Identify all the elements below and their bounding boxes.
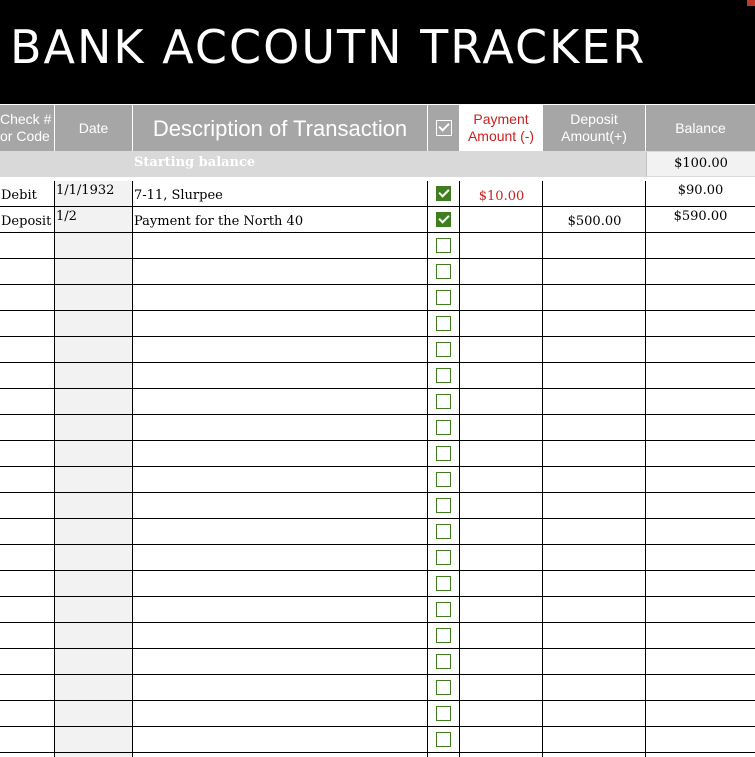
cleared-checkbox[interactable] bbox=[436, 628, 451, 643]
empty-row[interactable] bbox=[0, 571, 755, 597]
empty-row[interactable] bbox=[0, 519, 755, 545]
header-date: Date bbox=[55, 105, 133, 151]
header-balance: Balance bbox=[675, 119, 726, 136]
code-cell[interactable]: Debit bbox=[1, 188, 37, 203]
title-bar bbox=[0, 0, 755, 104]
header-description: Description of Transaction bbox=[133, 105, 428, 151]
transaction-row[interactable] bbox=[0, 181, 755, 207]
cleared-checkbox[interactable] bbox=[436, 732, 451, 747]
header-cleared bbox=[428, 105, 460, 151]
empty-row[interactable] bbox=[0, 727, 755, 753]
date-cell[interactable]: 1/2 bbox=[56, 209, 77, 224]
transaction-grid bbox=[0, 181, 755, 757]
cleared-checkbox[interactable] bbox=[436, 498, 451, 513]
table-header bbox=[0, 105, 755, 151]
corner-mark bbox=[747, 0, 755, 6]
balance-cell[interactable]: $590.00 bbox=[673, 209, 728, 224]
cleared-checkbox[interactable] bbox=[436, 524, 451, 539]
cleared-checkbox[interactable] bbox=[436, 550, 451, 565]
empty-row[interactable] bbox=[0, 285, 755, 311]
cleared-checkbox[interactable] bbox=[436, 706, 451, 721]
cleared-checkbox[interactable] bbox=[436, 602, 451, 617]
empty-row[interactable] bbox=[0, 415, 755, 441]
empty-row[interactable] bbox=[0, 649, 755, 675]
column-divider bbox=[54, 181, 55, 757]
description-cell[interactable]: 7-11, Slurpee bbox=[134, 188, 223, 203]
cleared-checkbox[interactable] bbox=[436, 264, 451, 279]
column-divider bbox=[427, 181, 428, 757]
empty-row[interactable] bbox=[0, 233, 755, 259]
cleared-checkbox[interactable] bbox=[436, 238, 451, 253]
empty-row[interactable] bbox=[0, 311, 755, 337]
cleared-checkbox[interactable] bbox=[436, 186, 451, 201]
deposit-cell[interactable]: $500.00 bbox=[567, 214, 622, 229]
code-cell[interactable]: Deposit bbox=[1, 214, 52, 229]
empty-row[interactable] bbox=[0, 623, 755, 649]
cleared-checkbox[interactable] bbox=[436, 368, 451, 383]
starting-balance-label: Starting balance bbox=[134, 155, 256, 170]
empty-row[interactable] bbox=[0, 493, 755, 519]
description-cell[interactable]: Payment for the North 40 bbox=[134, 214, 304, 229]
cleared-checkbox[interactable] bbox=[436, 680, 451, 695]
cleared-checkbox[interactable] bbox=[436, 316, 451, 331]
empty-row[interactable] bbox=[0, 545, 755, 571]
checkbox-icon bbox=[436, 120, 452, 136]
empty-row[interactable] bbox=[0, 467, 755, 493]
column-divider bbox=[645, 181, 646, 757]
transaction-row[interactable] bbox=[0, 207, 755, 233]
cleared-checkbox[interactable] bbox=[436, 420, 451, 435]
empty-row[interactable] bbox=[0, 701, 755, 727]
empty-row[interactable] bbox=[0, 259, 755, 285]
header-payment: Payment Amount (-) bbox=[460, 105, 543, 151]
date-cell[interactable]: 1/1/1932 bbox=[56, 183, 115, 198]
empty-row[interactable] bbox=[0, 675, 755, 701]
empty-row[interactable] bbox=[0, 337, 755, 363]
cleared-checkbox[interactable] bbox=[436, 394, 451, 409]
cleared-checkbox[interactable] bbox=[436, 576, 451, 591]
cleared-checkbox[interactable] bbox=[436, 212, 451, 227]
column-divider bbox=[542, 181, 543, 757]
cleared-checkbox[interactable] bbox=[436, 290, 451, 305]
header-check-code: Check # or Code bbox=[0, 105, 55, 151]
page-title: BANK ACCOUTN TRACKER bbox=[10, 20, 647, 74]
starting-balance-row bbox=[0, 151, 755, 177]
starting-balance-value[interactable]: $100.00 bbox=[646, 152, 755, 176]
column-divider bbox=[132, 181, 133, 757]
header-deposit: Deposit Amount(+) bbox=[543, 105, 646, 151]
cleared-checkbox[interactable] bbox=[436, 472, 451, 487]
empty-row[interactable] bbox=[0, 389, 755, 415]
column-divider bbox=[459, 181, 460, 757]
empty-row[interactable] bbox=[0, 597, 755, 623]
cleared-checkbox[interactable] bbox=[436, 446, 451, 461]
cleared-checkbox[interactable] bbox=[436, 342, 451, 357]
cleared-checkbox[interactable] bbox=[436, 654, 451, 669]
payment-cell[interactable]: $10.00 bbox=[478, 189, 525, 204]
empty-row[interactable] bbox=[0, 441, 755, 467]
balance-cell[interactable]: $90.00 bbox=[677, 183, 724, 198]
empty-row[interactable] bbox=[0, 363, 755, 389]
